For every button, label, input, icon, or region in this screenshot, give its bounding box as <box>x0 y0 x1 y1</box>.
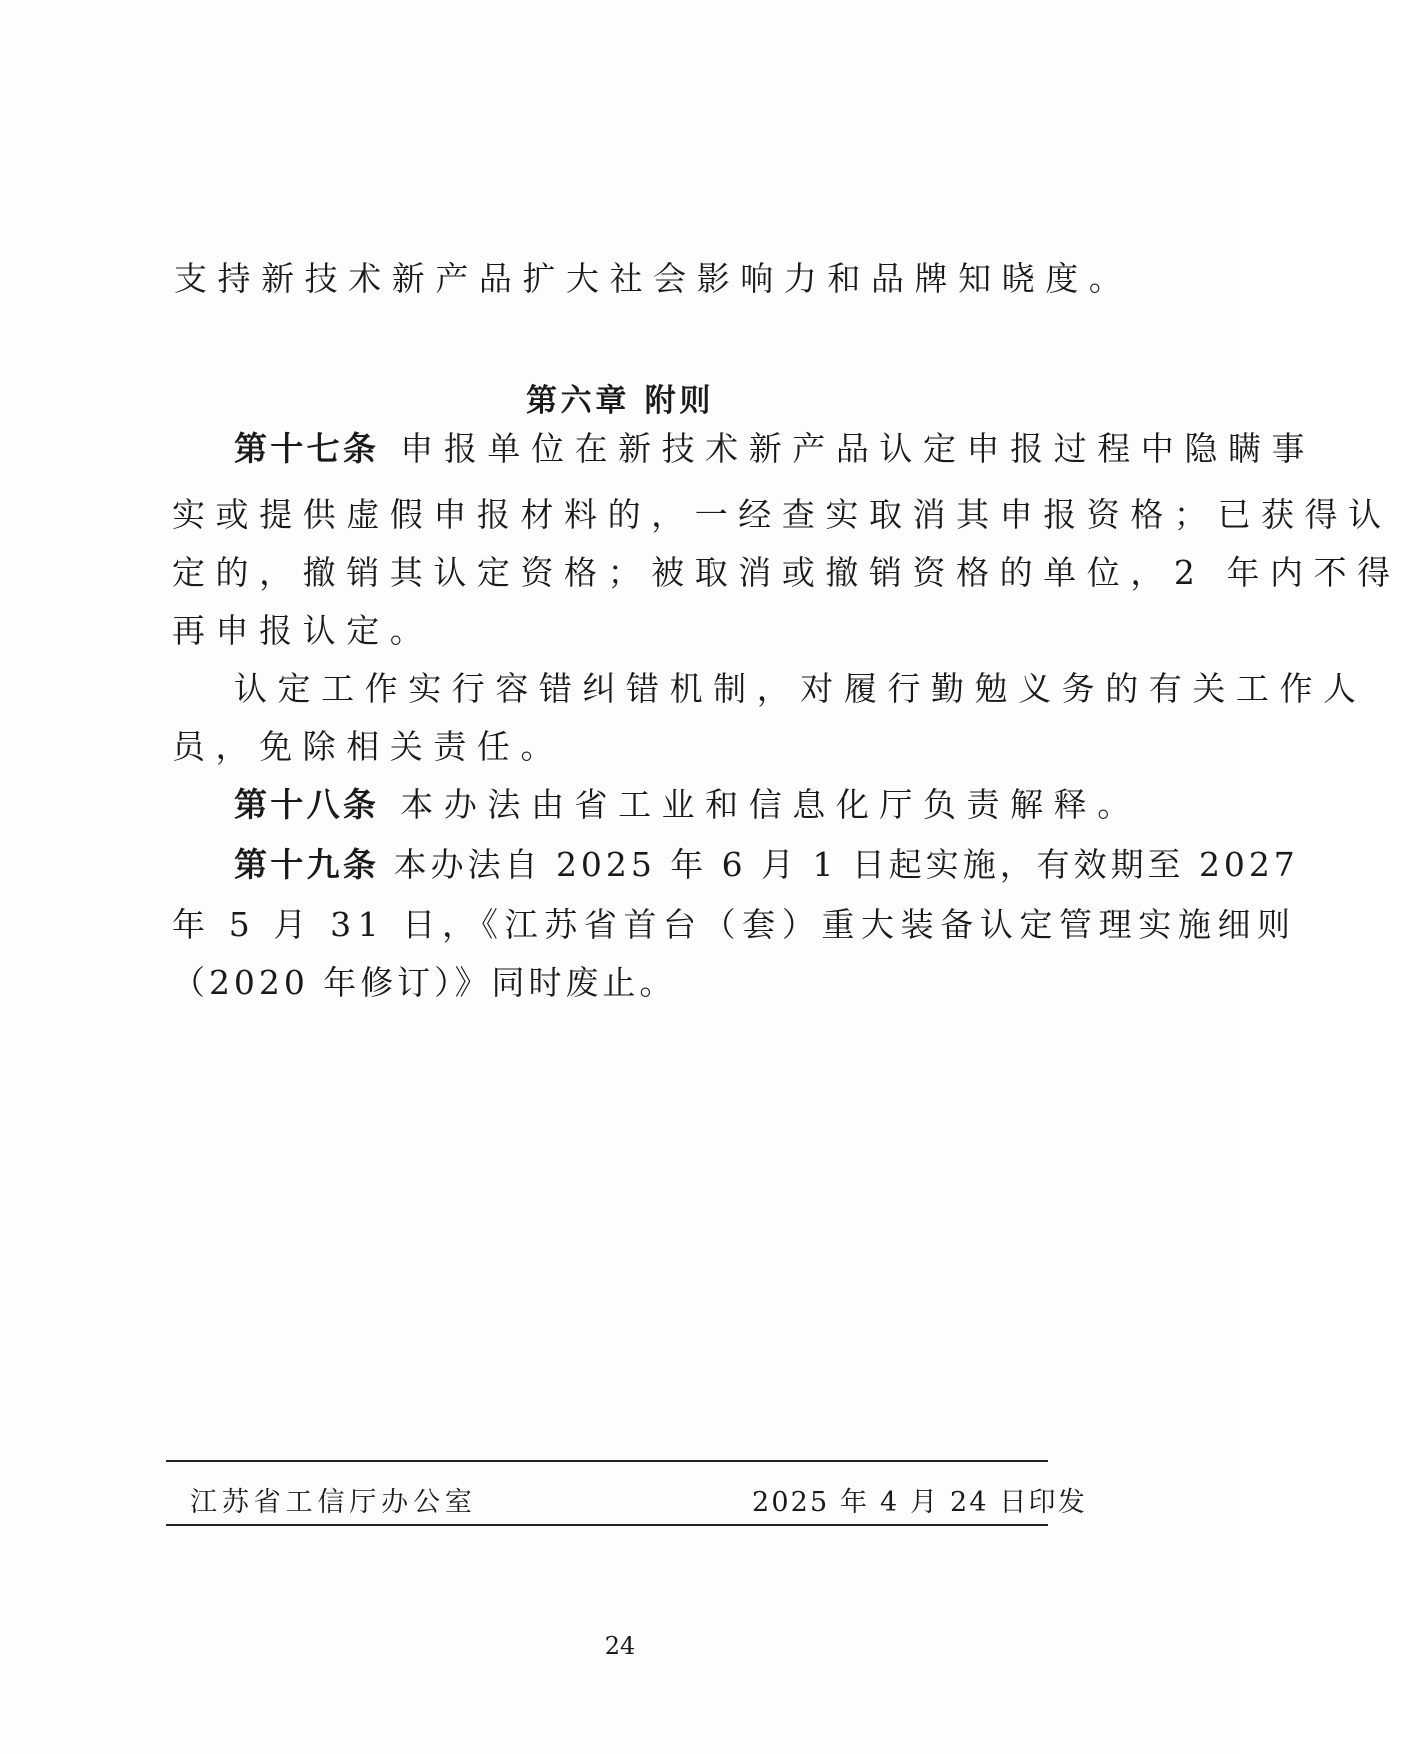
tolerance-line-2: 员，免除相关责任。 <box>172 727 565 766</box>
article-17-line-1 <box>234 429 1316 468</box>
continuation-text: 支持新技术新产品扩大社会影响力和品牌知晓度。 <box>174 259 1133 298</box>
article-17-line-4: 再申报认定。 <box>172 611 434 650</box>
article-17-line-2: 实或提供虚假申报材料的，一经查实取消其申报资格；已获得认 <box>172 495 1392 534</box>
tolerance-line-1: 认定工作实行容错纠错机制，对履行勤勉义务的有关工作人 <box>234 669 1367 708</box>
page-number: 24 <box>604 1632 636 1660</box>
chapter-title: 第六章 附则 <box>525 383 715 419</box>
footer-issuer: 江苏省工信厅办公室 <box>190 1487 477 1518</box>
article-19-text-1: 本办法自 2025 年 6 月 1 日起实施，有效期至 2027 <box>393 845 1299 884</box>
article-17-label: 第十七条 <box>234 429 380 468</box>
footer-date: 2025 年 4 月 24 日印发 <box>752 1487 1087 1518</box>
article-18-label: 第十八条 <box>234 785 380 824</box>
article-19-line-2: 年 5 月 31 日，《江苏省首台（套）重大装备认定管理实施细则 <box>172 905 1297 944</box>
article-18 <box>234 785 1141 824</box>
article-19-line-1 <box>234 845 1299 884</box>
article-19-line-3: （2020 年修订）》同时废止。 <box>172 963 677 1002</box>
footer-top-rule <box>166 1460 1048 1462</box>
footer-bottom-rule <box>166 1524 1048 1526</box>
article-17-line-3: 定的，撤销其认定资格；被取消或撤销资格的单位，2 年内不得 <box>172 553 1401 592</box>
article-17-text-1: 申报单位在新技术新产品认定申报过程中隐瞒事 <box>400 429 1316 468</box>
article-18-text: 本办法由省工业和信息化厅负责解释。 <box>400 785 1141 824</box>
article-19-label: 第十九条 <box>234 845 380 884</box>
